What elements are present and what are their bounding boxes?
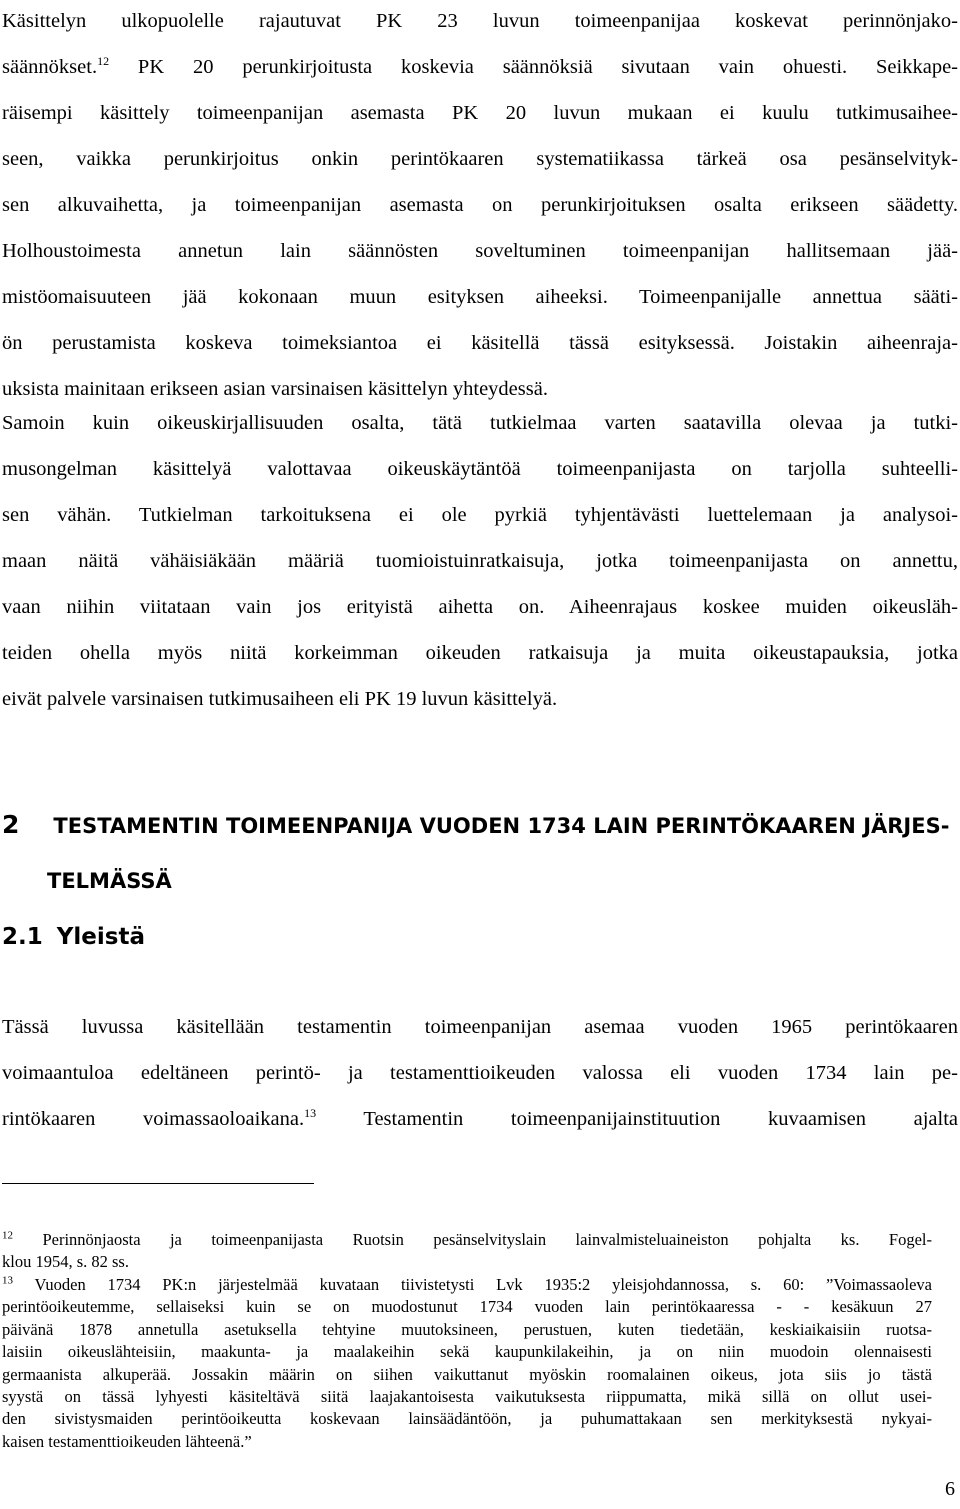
footnote-line: kaisen testamenttioikeuden lähteenä.” [2,1431,252,1451]
chapter-heading [2,797,958,909]
footnote-line: päivänä 1878 annetulla asetuksella tehtyine muutoksineen, perustuen, kuten tiedetään, keskiaikaisiin ruotsa- [2,1319,932,1339]
heading-line [2,797,958,853]
section-heading [2,924,145,950]
text-line: seen, vaikka perunkirjoitus onkin perintökaaren systematiikassa tärkeä osa pesänselvityk- [2,148,958,170]
text-line: sen vähän. Tutkielman tarkoituksena ei ole pyrkiä tyhjentävästi luettelemaan ja analysoi- [2,504,958,526]
section-title: Yleistä [56,924,145,950]
chapter-number: 2 [2,810,20,839]
text-line: sen alkuvaihetta, ja toimeenpanijan asemasta on perunkirjoituksen osalta erikseen säädetty. [2,194,958,216]
section-number: 2.1 [2,924,43,950]
footnote-line [2,1229,932,1251]
text-fragment: Vuoden 1734 PK:n järjestelmää kuvataan tiivistetysti Lvk 1935:2 yleisjohdannossa, s. 60: ”Voimassaoleva [13,1275,932,1294]
footnote-ref-12[interactable]: 12 [97,54,110,69]
footnote-13 [2,1274,932,1453]
text-line: Tässä luvussa käsitellään testamentin toimeenpanijan asemaa vuoden 1965 perintökaaren [2,1016,958,1038]
text-line: Holhoustoimesta annetun lain säännösten soveltuminen toimeenpanijan hallitsemaan jää- [2,240,958,262]
footnote-separator [2,1183,314,1184]
body-paragraph-3 [2,1004,958,1142]
page-number: 6 [945,1478,955,1500]
text-line: musongelman käsittelyä valottavaa oikeuskäytäntöä toimeenpanijasta on tarjolla suhteelli- [2,458,958,480]
text-line: vaan niihin viitataan vain jos erityistä aihetta on. Aiheenrajaus koskee muiden oikeusläh- [2,596,958,618]
footnote-line: syystä on tässä lyhyesti käsiteltävä siitä laajakantoisesta vaikutuksesta riippumatta, mikä sillä on ollut usei- [2,1386,932,1406]
text-line: voimaantuloa edeltäneen perintö- ja testamenttioikeuden valossa eli vuoden 1734 lain pe- [2,1062,958,1084]
text-line: uksista mainitaan erikseen asian varsinaisen käsittelyn yhteydessä. [2,378,548,400]
text-line: Samoin kuin oikeuskirjallisuuden osalta, tätä tutkielmaa varten saatavilla olevaa ja tutki- [2,412,958,434]
body-paragraph-1 [2,0,958,412]
body-paragraph-2 [2,400,958,722]
chapter-title-line-1: TESTAMENTIN TOIMEENPANIJA VUODEN 1734 LAIN PERINTÖKAAREN JÄRJES- [53,814,950,838]
footnote-ref-13[interactable]: 13 [304,1106,317,1121]
chapter-title-line-2: TELMÄSSÄ [47,869,172,893]
text-line: eivät palvele varsinaisen tutkimusaiheen eli PK 19 luvun käsittelyä. [2,688,558,710]
footnote-line: laisiin oikeuslähteisiin, maakunta- ja maalakeihin sekä kaupunkilakeihin, ja on niin muodoin olennaisesti [2,1342,932,1362]
text-fragment: PK 20 perunkirjoitusta koskevia säännöksiä sivutaan vain ohuesti. Seikkape- [109,56,958,78]
text-line: ön perustamista koskeva toimeksiantoa ei käsitellä tässä esityksessä. Joistakin aiheenraja- [2,332,958,354]
footnote-line: den sivistysmaiden perintöoikeutta koskevaan lainsäädäntöön, ja puhumattakaan sen merkityksestä nykyai- [2,1409,932,1429]
text-fragment: Testamentin toimeenpanijainstituution kuvaamisen ajalta [316,1108,958,1130]
footnote-marker: 12 [2,1229,13,1242]
text-line [2,44,958,90]
footnote-12 [2,1229,932,1274]
footnote-line: perintöoikeutemme, sellaiseksi kuin se on muodostunut 1734 vuoden lain perintökaaressa - - kesäkuun 27 [2,1297,932,1317]
text-fragment: Perinnönjaosta ja toimeenpanijasta Ruotsin pesänselvityslain lainvalmisteluaineiston pohjalta ks. Fogel- [13,1230,932,1249]
text-fragment: rintökaaren voimassaoloaikana. [2,1108,305,1130]
footnote-line [2,1274,932,1296]
text-line: maan näitä vähäisiäkään määriä tuomioistuinratkaisuja, jotka toimeenpanijasta on annettu, [2,550,958,572]
text-line: räisempi käsittely toimeenpanijan asemasta PK 20 luvun mukaan ei kuulu tutkimusaihee- [2,102,958,124]
footnote-marker: 13 [2,1274,13,1287]
text-line [2,1096,958,1142]
text-line: teiden ohella myös niitä korkeimman oikeuden ratkaisuja ja muita oikeustapauksia, jotka [2,642,958,664]
text-line: Käsittelyn ulkopuolelle rajautuvat PK 23 luvun toimeenpanijaa koskevat perinnönjako- [2,10,958,32]
footnote-line: germaanista alkuperää. Jossakin määrin on siihen vaikuttanut myöskin roomalainen oikeus, jota siis jo tästä [2,1364,932,1384]
text-line: mistöomaisuuteen jää kokonaan muun esityksen aiheeksi. Toimeenpanijalle annettua sääti- [2,286,958,308]
footnote-line: klou 1954, s. 82 ss. [2,1252,129,1272]
text-fragment: säännökset. [2,56,98,78]
